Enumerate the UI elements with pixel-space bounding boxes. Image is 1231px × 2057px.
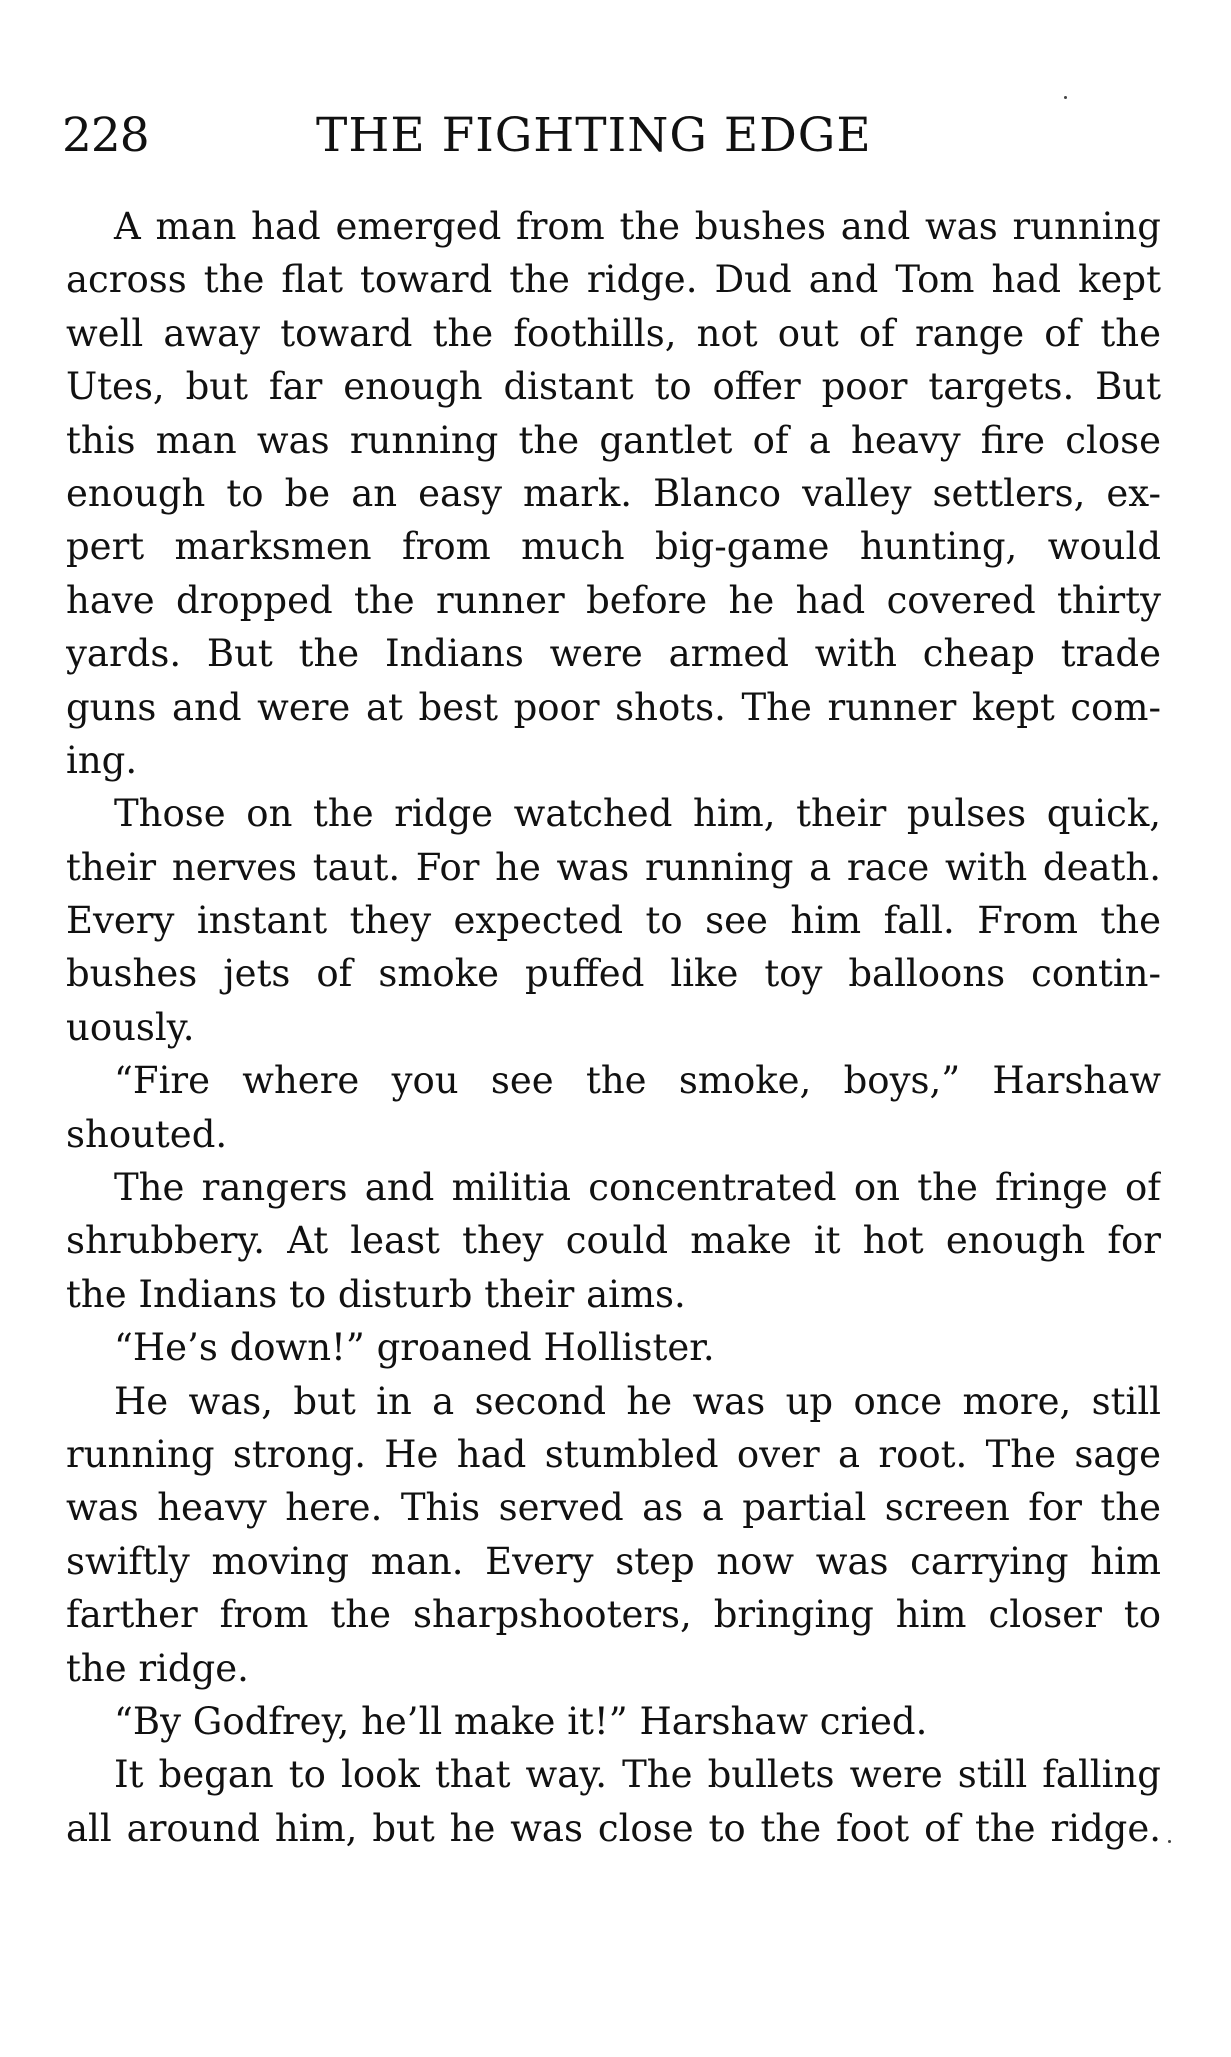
text-line: the Indians to disturb their aims.: [66, 1272, 686, 1316]
text-line: this man was running the gantlet of a heavy fire close: [66, 418, 1161, 462]
text-line: Utes, but far enough distant to offer poor targets. But: [66, 365, 1161, 409]
text-line: farther from the sharpshooters, bringing him closer to: [66, 1593, 1161, 1637]
text-line: A man had emerged from the bushes and was running: [114, 205, 1161, 248]
text-line: enough to be an easy mark. Blanco valley settlers, ex-: [66, 471, 1161, 515]
text-line: the ridge.: [66, 1646, 249, 1690]
text-line: well away toward the foothills, not out of range of the: [66, 311, 1161, 355]
text-line: shouted.: [66, 1112, 228, 1156]
text-line: across the flat toward the ridge. Dud and Tom had kept: [66, 258, 1161, 302]
text-line: uously.: [66, 1005, 195, 1049]
text-line: “Fire where you see the smoke, boys,” Harshaw: [114, 1059, 1161, 1103]
text-line: “By Godfrey, he’ll make it!” Harshaw cried.: [114, 1699, 928, 1743]
text-line: guns and were at best poor shots. The runner kept com-: [66, 685, 1161, 729]
text-line: all around him, but he was close to the foot of the ridge.: [66, 1806, 1161, 1850]
text-line: pert marksmen from much big-game hunting, would: [66, 525, 1161, 569]
text-line: Those on the ridge watched him, their pulses quick,: [114, 792, 1161, 836]
text-line: “He’s down!” groaned Hollister.: [114, 1326, 715, 1370]
text-line: ing.: [66, 738, 138, 782]
scan-speck: [1168, 1840, 1171, 1843]
text-line: Every instant they expected to see him fall. From the: [66, 899, 1161, 943]
running-header: [62, 106, 1162, 166]
page-number: 228: [62, 108, 149, 163]
text-line: their nerves taut. For he was running a race with death.: [66, 845, 1161, 889]
text-line: swiftly moving man. Every step now was carrying him: [66, 1539, 1161, 1583]
text-line: bushes jets of smoke puffed like toy balloons contin-: [66, 952, 1161, 996]
running-title: THE FIGHTING EDGE: [316, 108, 872, 163]
scan-speck: [1064, 96, 1067, 99]
text-line: It began to look that way. The bullets were still falling: [114, 1753, 1161, 1797]
text-line: The rangers and militia concentrated on the fringe of: [114, 1166, 1161, 1210]
body-text: [66, 200, 1161, 1855]
text-line: have dropped the runner before he had covered thirty: [66, 578, 1161, 622]
text-line: yards. But the Indians were armed with cheap trade: [66, 632, 1161, 676]
text-line: He was, but in a second he was up once more, still: [114, 1379, 1161, 1423]
text-line: shrubbery. At least they could make it hot enough for: [66, 1219, 1161, 1263]
text-line: running strong. He had stumbled over a root. The sage: [66, 1432, 1161, 1476]
text-line: was heavy here. This served as a partial screen for the: [66, 1486, 1161, 1530]
